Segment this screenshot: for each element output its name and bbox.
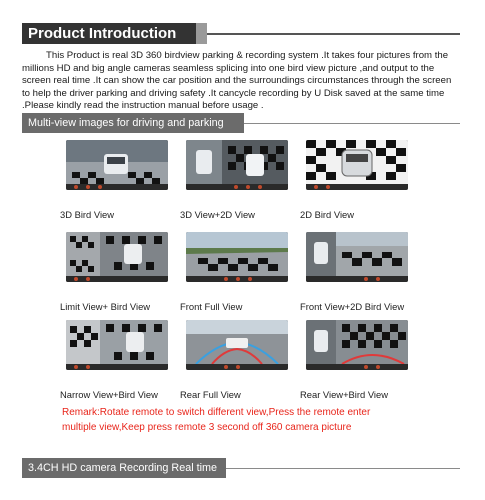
view-label: 3D View+2D View [180, 209, 255, 220]
section-divider [244, 123, 460, 124]
rear-full-view-image [186, 320, 288, 370]
multi-view-section-title: Multi-view images for driving and parking [22, 113, 244, 133]
view-label: Narrow View+Bird View [60, 389, 158, 400]
view-label: 3D Bird View [60, 209, 115, 220]
limit-bird-view-image [66, 232, 168, 282]
intro-paragraph [22, 50, 460, 113]
view-label: Limit View+ Bird View [60, 301, 151, 312]
title-divider [207, 23, 460, 44]
view-label: 2D Bird View [300, 209, 355, 220]
recording-section-title: 3.4CH HD camera Recording Real time [22, 458, 226, 478]
narrow-bird-view-image [66, 320, 168, 370]
front-full-view-image [186, 232, 288, 282]
3d-bird-view-image [66, 140, 168, 190]
view-label: Rear View+Bird View [300, 389, 388, 400]
remark-note [62, 405, 442, 435]
view-label: Front Full View [180, 301, 243, 312]
2d-bird-view-image [306, 140, 408, 190]
view-label: Rear Full View [180, 389, 241, 400]
title-accent [196, 23, 207, 44]
rear-bird-view-image [306, 320, 408, 370]
intro-text: This Product is real 3D 360 birdview parking & recording system .It takes four pictures from the millions HD and big angle cameras seamless splicing into one bird view picture ,and output to the screen real time .It can show the car position and the surroundings circumstances through the screen to help the driver parking and driving safety .It cancycle recording by U Disk saved at the same time .Please kindly read the instruction manual before usage . [22, 50, 452, 111]
view-grid [60, 140, 430, 400]
view-label: Front View+2D Bird View [300, 301, 405, 312]
section-divider [226, 468, 460, 469]
remark-line-2: multiple view,Keep press remote 3 second off 360 camera picture [62, 422, 352, 433]
remark-line-1: Remark:Rotate remote to switch different view,Press the remote enter [62, 407, 371, 418]
front-2d-view-image [306, 232, 408, 282]
product-introduction-title: Product Introduction [22, 23, 207, 44]
3d-2d-view-image [186, 140, 288, 190]
